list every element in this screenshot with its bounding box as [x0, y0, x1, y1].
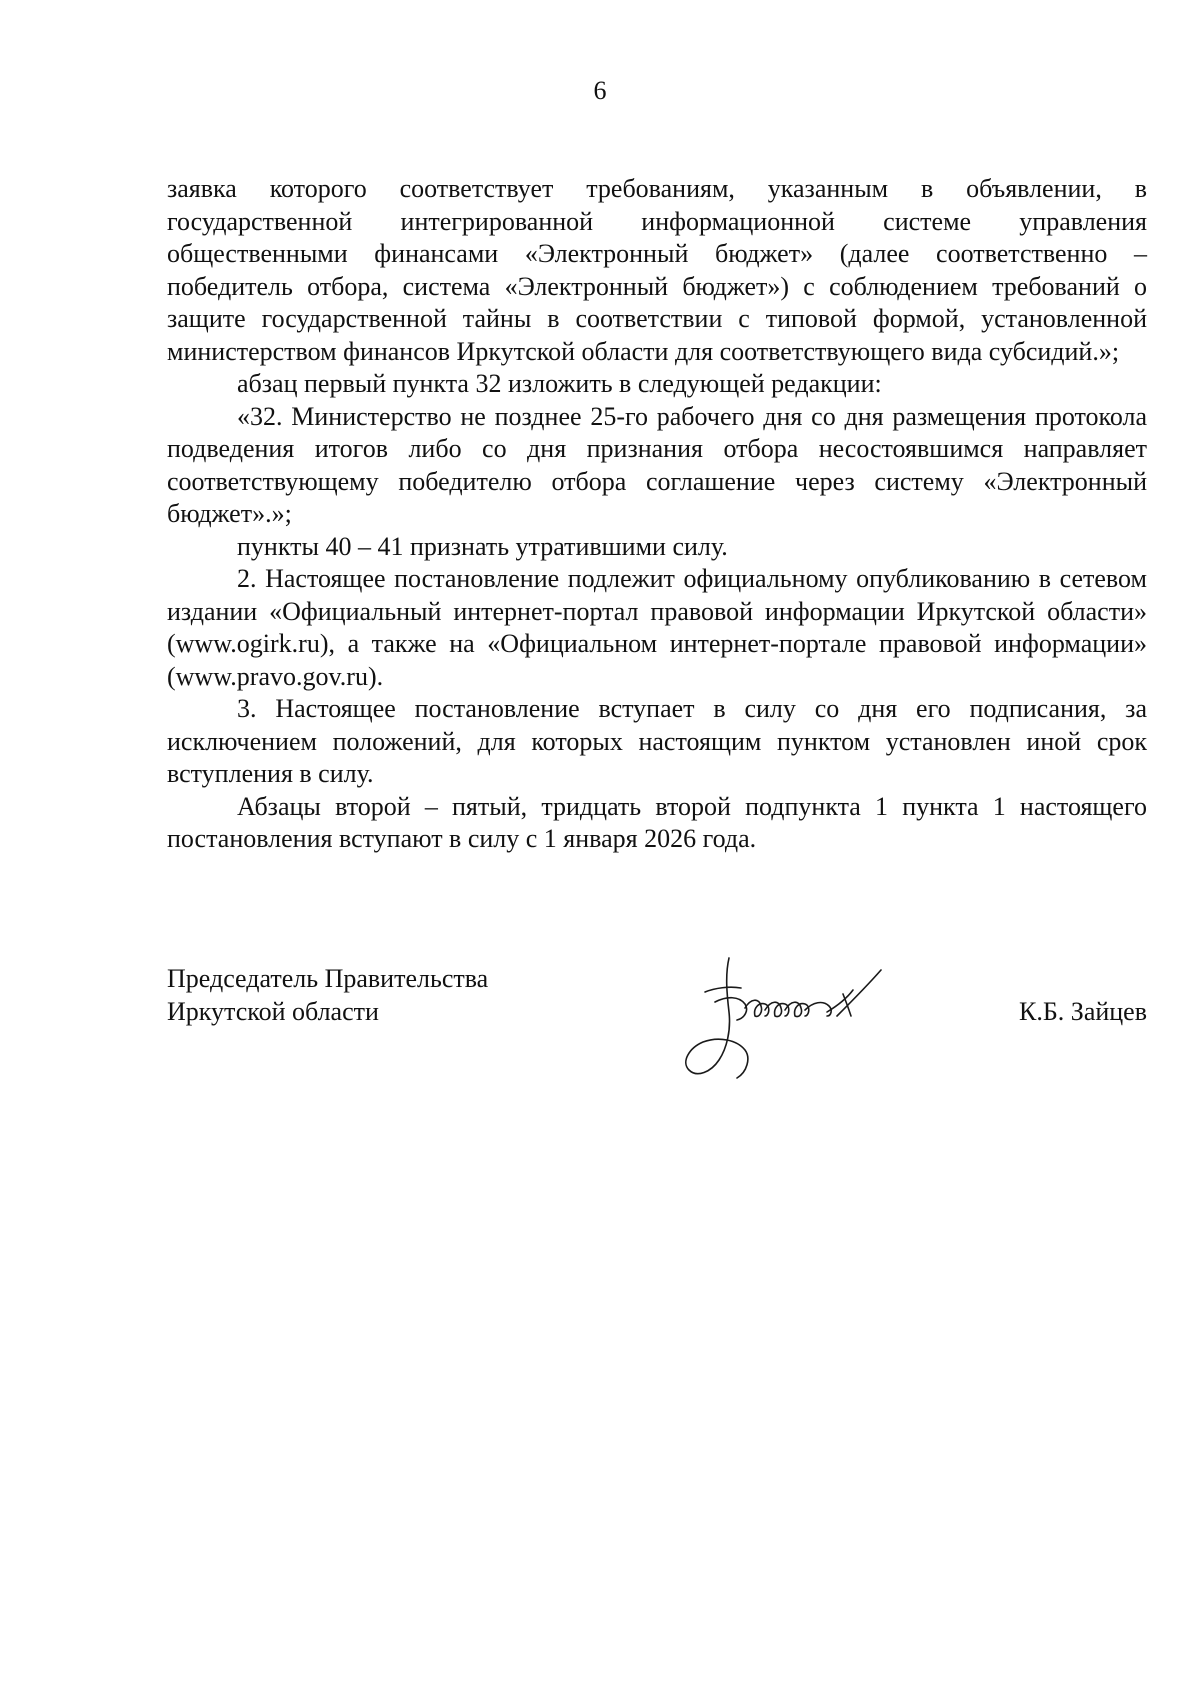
paragraph-clauses-repealed: пункты 40 – 41 признать утратившими силу. [237, 531, 728, 561]
handwritten-signature [667, 950, 947, 1090]
signatory-position-line2: Иркутской области [167, 997, 379, 1026]
signature-block [167, 962, 1147, 1102]
paragraph-amendment-intro: абзац первый пункта 32 изложить в следующей редакции: [237, 369, 882, 398]
paragraph-entry-into-force: 3. Настоящее постановление вступает в силу со дня его подписания, за исключением положений, для которых настоящим пунктом установлен иной срок вступления в силу. [167, 694, 1147, 788]
paragraph-continuation: заявка которого соответствует требованиям, указанным в объявлении, в государственной интегрированной информационной системе управления общественными финансами «Электронный бюджет» (далее соответственно – победитель отбора, система «Электронный бюджет») с соблюдением требований о защите государственной тайны в соответствии с типовой формой, установленной министерством финансов Иркутской области для соответствующего вида субсидий.»; [167, 174, 1147, 366]
signatory-position [167, 962, 488, 1028]
page-number: 6 [593, 76, 607, 105]
signatory-position-line1: Председатель Правительства [167, 964, 489, 993]
paragraph-deferred-entry: Абзацы второй – пятый, тридцать второй подпункта 1 пункта 1 настоящего постановления вступают в силу с 1 января 2026 года. [167, 791, 1147, 853]
paragraph-clause-32: «32. Министерство не позднее 25-го рабочего дня со дня размещения протокола подведения итогов либо со дня признания отбора несостоявшимся направляет соответствующему победителю отбора соглашение через систему «Электронный бюджет».»; [167, 401, 1147, 528]
document-body [167, 173, 1147, 856]
signatory-name: К.Б. Зайцев [1019, 997, 1147, 1026]
paragraph-publication: 2. Настоящее постановление подлежит официальному опубликованию в сетевом издании «Официальный интернет-портал правовой информации Иркутской области» (www.ogirk.ru), а также на «Официальном интернет-портале правовой информации» (www.pravo.gov.ru). [167, 564, 1147, 691]
